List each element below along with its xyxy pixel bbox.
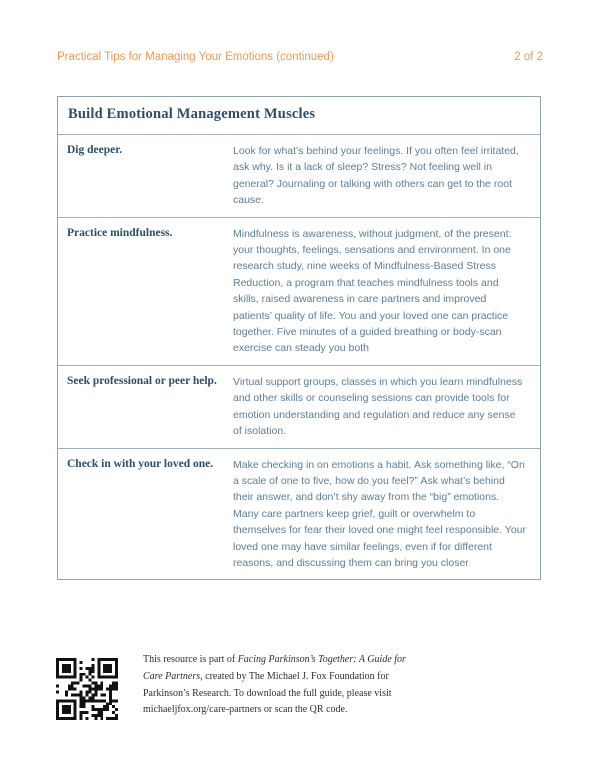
table-row	[58, 134, 540, 217]
tips-table	[57, 96, 541, 580]
row-text: Virtual support groups, classes in which you learn mindfulness and other skills or counseling sessions can provide tools for emotion understanding and regulation and reduce any sense of isolation.	[233, 375, 523, 438]
row-text: Make checking in on emotions a habit. Ask something like, “On a scale of one to five, how do you feel?” Ask what’s behind their answer, and don’t shy away from the “big” emotions. Many care partners keep grief, guilt or overwhelm to themselves for fear their loved one might feel responsible. Your loved one may have similar feelings, even if for different reasons, and discussing them can bring you closer	[233, 458, 527, 569]
row-label: Check in with your loved one.	[67, 457, 214, 470]
table-row	[58, 365, 540, 448]
qr-code-icon	[56, 658, 118, 720]
row-text: Mindfulness is awareness, without judgment, of the present: your thoughts, feelings, sensations and environment. In one research study, nine weeks of Mindfulness-Based Stress Reduction, a program that teaches mindfulness tools and skills, raised awareness in care partners and improved patients’ quality of life. You and your loved one can practice together. Five minutes of a guided breathing or body-scan exercise can steady you both	[233, 227, 512, 355]
table-row	[58, 448, 540, 580]
footer-text	[143, 652, 411, 719]
row-label: Dig deeper.	[67, 144, 123, 156]
page-number: 2 of 2	[514, 51, 543, 63]
footer-guide-title: Facing Parkinson’s Together: A Guide for Care Partners	[143, 654, 406, 682]
table-title: Build Emotional Management Muscles	[68, 106, 316, 122]
footer-text-after: , created by The Michael J. Fox Foundation for Parkinson’s Research. To download the full guide, please visit michaeljfox.org/care-partners or scan the QR code.	[143, 670, 392, 716]
footer-text-before: This resource is part of	[143, 654, 238, 665]
table-row	[58, 217, 540, 365]
row-text: Look for what’s behind your feelings. If you often feel irritated, ask why. Is it a lack of sleep? Stress? Not feeling well in general? Journaling or talking with others can get to the root cause.	[233, 145, 519, 207]
row-label: Practice mindfulness.	[67, 226, 173, 239]
row-label: Seek professional or peer help.	[67, 374, 217, 387]
running-header	[57, 51, 543, 63]
running-header-title: Practical Tips for Managing Your Emotions (continued)	[57, 51, 334, 63]
